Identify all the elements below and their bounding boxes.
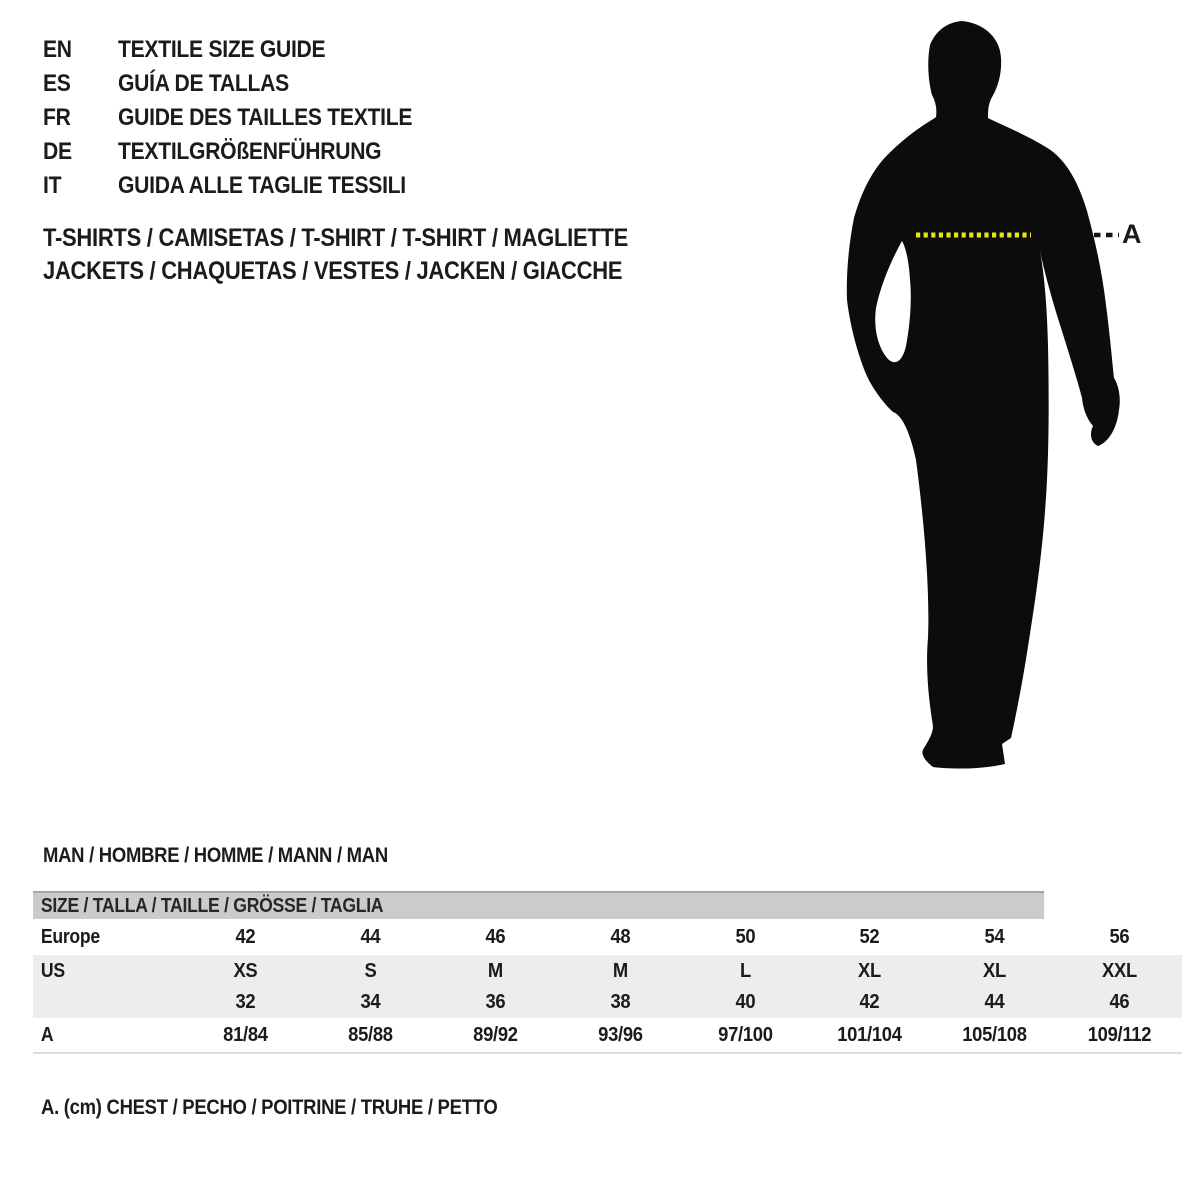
row-label: US: [40, 959, 65, 982]
measure-label-a: A: [1122, 219, 1142, 249]
size-value: 36: [485, 991, 506, 1013]
size-value: 56: [1109, 925, 1130, 948]
size-value: L: [739, 959, 751, 982]
guide-title: GUÍA DE TALLAS: [118, 70, 289, 97]
size-value: XL: [983, 959, 1007, 982]
size-value: 46: [1109, 991, 1130, 1013]
size-value: 42: [859, 991, 880, 1013]
size-value: 34: [360, 991, 381, 1013]
table-row-chest-cm: [33, 1018, 1182, 1054]
language-code: FR: [43, 104, 71, 131]
table-row-numeric: [33, 987, 1182, 1018]
size-value: M: [487, 959, 503, 982]
size-value: 81/84: [223, 1023, 268, 1046]
table-row-europe: [33, 919, 1182, 955]
size-value: S: [364, 959, 377, 982]
size-table: [33, 891, 1182, 1054]
size-table-header: SIZE / TALLA / TAILLE / GRÖSSE / TAGLIA: [33, 891, 1044, 919]
size-value: 97/100: [717, 1023, 773, 1046]
size-value: 105/108: [962, 1023, 1027, 1046]
size-value: 32: [235, 991, 256, 1013]
size-value: 48: [610, 925, 630, 948]
man-silhouette: [847, 21, 1120, 769]
language-title-list: [43, 33, 452, 203]
guide-title: GUIDE DES TAILLES TEXTILE: [118, 104, 413, 131]
language-row: [43, 135, 452, 169]
guide-title: TEXTILGRÖßENFÜHRUNG: [118, 138, 382, 165]
size-value: XS: [233, 959, 258, 982]
size-value: 54: [984, 925, 1005, 948]
size-value: XXL: [1102, 959, 1138, 982]
size-value: 101/104: [837, 1023, 903, 1046]
size-value: 52: [859, 925, 880, 948]
language-code: DE: [43, 138, 72, 165]
size-value: 50: [734, 925, 755, 948]
measure-footnote: A. (cm) CHEST / PECHO / POITRINE / TRUHE / PETTO: [41, 1096, 498, 1119]
language-code: IT: [43, 172, 62, 199]
guide-title: TEXTILE SIZE GUIDE: [118, 36, 326, 63]
size-value: 85/88: [348, 1023, 393, 1046]
size-value: 109/112: [1087, 1023, 1152, 1046]
size-value: XL: [858, 959, 882, 982]
language-code: ES: [43, 70, 71, 97]
size-value: 42: [235, 925, 256, 948]
language-row: [43, 33, 452, 67]
size-value: 44: [984, 991, 1005, 1013]
guide-title: GUIDA ALLE TAGLIE TESSILI: [118, 172, 406, 199]
size-value: 44: [360, 925, 381, 948]
table-row-us: [33, 955, 1182, 987]
language-row: [43, 67, 452, 101]
size-value: 46: [485, 925, 506, 948]
size-value: 40: [734, 991, 755, 1013]
section-title-man: MAN / HOMBRE / HOMME / MANN / MAN: [43, 844, 388, 867]
row-label: A: [40, 1023, 54, 1046]
row-label: Europe: [40, 925, 100, 948]
size-value: 93/96: [597, 1023, 643, 1046]
language-row: [43, 101, 452, 135]
category-list: [43, 222, 708, 288]
language-code: EN: [43, 36, 72, 63]
language-row: [43, 169, 452, 203]
size-value: M: [612, 959, 628, 982]
size-value: 38: [610, 991, 630, 1013]
category-jackets: JACKETS / CHAQUETAS / VESTES / JACKEN / GIACCHE: [43, 257, 623, 285]
category-tshirts: T-SHIRTS / CAMISETAS / T-SHIRT / T-SHIRT / MAGLIETTE: [43, 224, 629, 252]
size-value: 89/92: [472, 1023, 518, 1046]
